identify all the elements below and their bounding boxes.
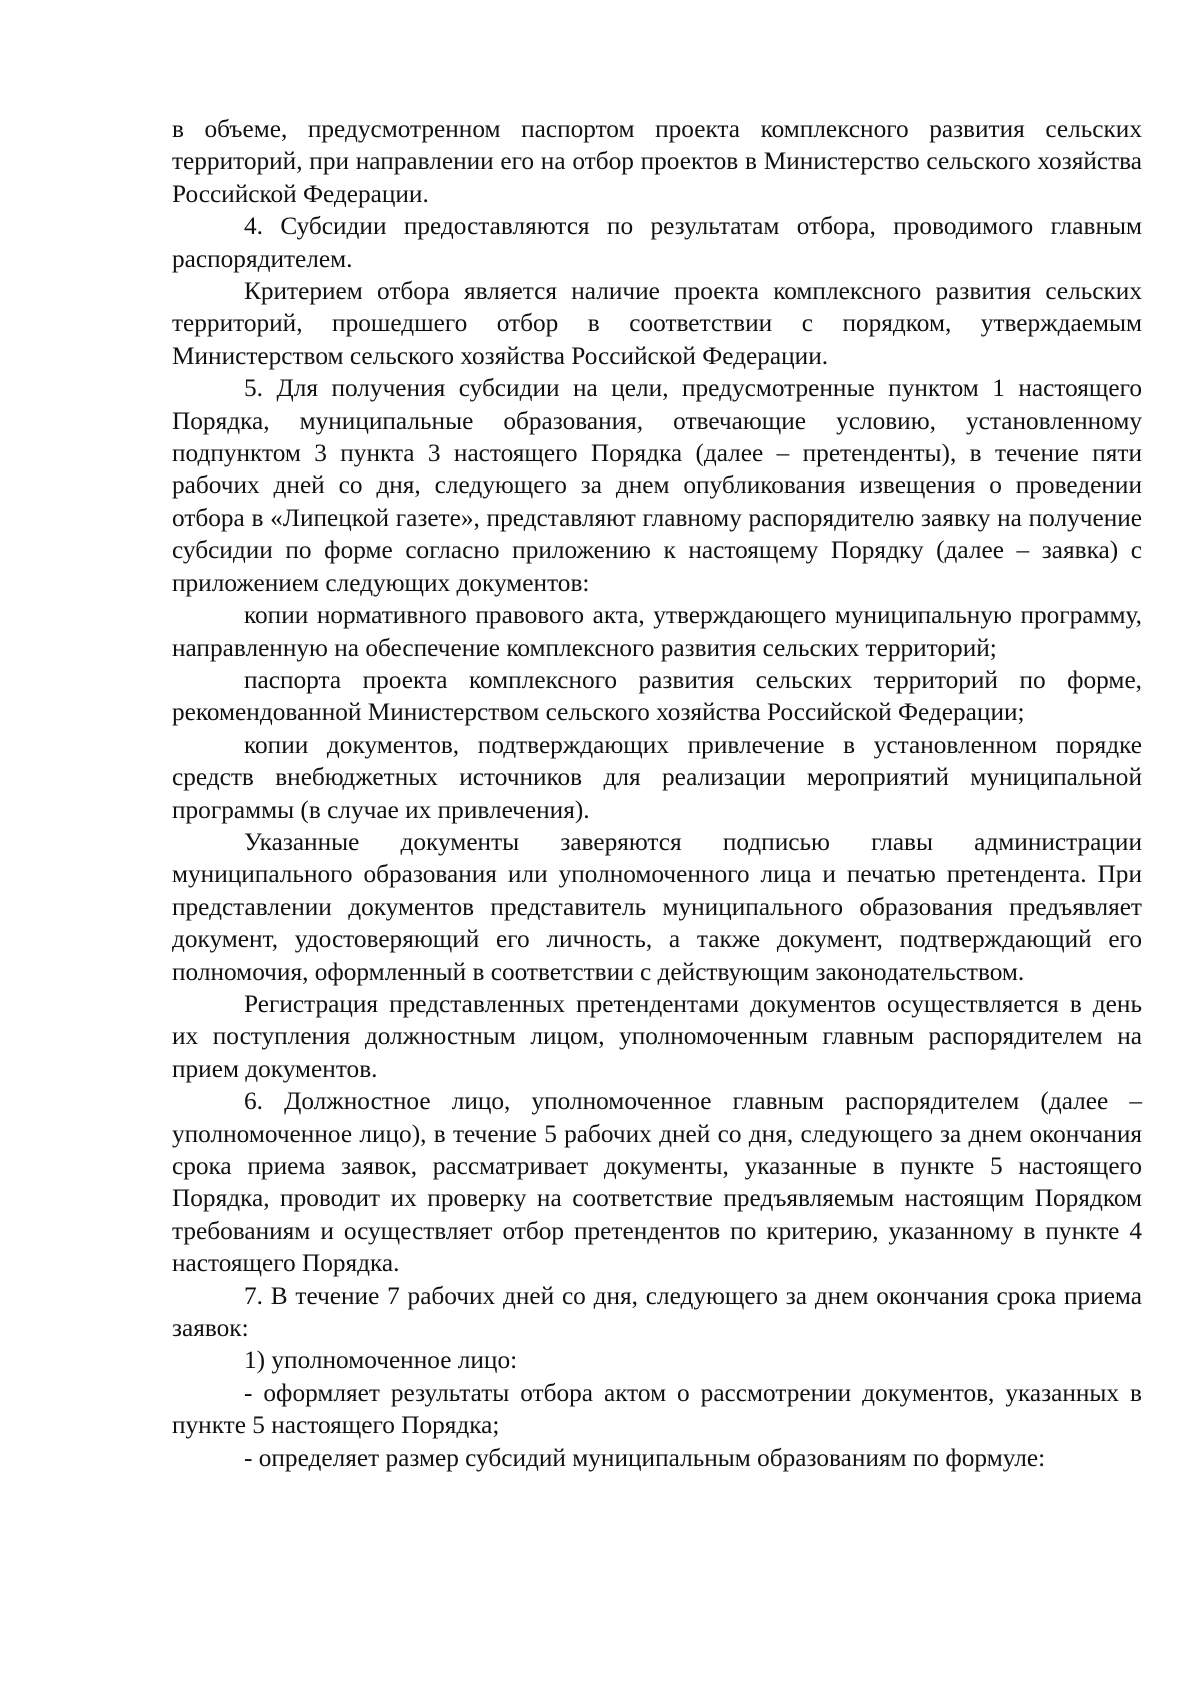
paragraph-selection-criterion: Критерием отбора является наличие проекта комплексного развития сельских территорий, прошедшего отбор в соответствии с порядком, утверждаемым Министерством сельского хозяйства Российской Федерации.: [172, 277, 1142, 370]
paragraph-item-4: 4. Субсидии предоставляются по результатам отбора, проводимого главным распорядителем.: [172, 212, 1142, 273]
paragraph-dash-act: - оформляет результаты отбора актом о рассмотрении документов, указанных в пункте 5 настоящего Порядка;: [172, 1378, 1142, 1440]
paragraph-continuation: в объеме, предусмотренном паспортом проекта комплексного развития сельских территорий, при направлении его на отбор проектов в Министерство сельского хозяйства Российской Федерации.: [172, 115, 1142, 208]
paragraph-doc-program-copy: копии нормативного правового акта, утверждающего муниципальную программу, направленную на обеспечение комплексного развития сельских территорий;: [172, 601, 1142, 662]
paragraph-item-7: 7. В течение 7 рабочих дней со дня, следующего за днем окончания срока приема заявок:: [172, 1281, 1142, 1343]
paragraph-certification: Указанные документы заверяются подписью главы администрации муниципального образования или уполномоченного лица и печатью претендента. При представлении документов представитель муниципального образования предъявляет документ, удостоверяющий его личность, а также документ, подтверждающий его полномочия, оформленный в соответствии с действующим законодательством.: [172, 827, 1142, 986]
paragraph-registration: Регистрация представленных претендентами документов осуществляется в день их поступления должностным лицом, уполномоченным главным распорядителем на прием документов.: [172, 989, 1142, 1083]
document-body: [172, 113, 1142, 1474]
paragraph-item-6: 6. Должностное лицо, уполномоченное главным распорядителем (далее – уполномоченное лицо), в течение 5 рабочих дней со дня, следующего за днем окончания срока приема заявок, рассматривает документы, указанные в пункте 5 настоящего Порядка, проводит их проверку на соответствие предъявляемым настоящим Порядком требованиям и осуществляет отбор претендентов по критерию, указанному в пункте 4 настоящего Порядка.: [172, 1087, 1142, 1278]
paragraph-subitem-1: 1) уполномоченное лицо:: [244, 1346, 518, 1375]
paragraph-item-5: 5. Для получения субсидии на цели, предусмотренные пунктом 1 настоящего Порядка, муниципальные образования, отвечающие условию, установленному подпунктом 3 пункта 3 настоящего Порядка (далее – претенденты), в течение пяти рабочих дней со дня, следующего за днем опубликования извещения о проведении отбора в «Липецкой газете», представляют главному распорядителю заявку на получение субсидии по форме согласно приложению к настоящему Порядку (далее – заявка) с приложением следующих документов:: [172, 374, 1142, 597]
paragraph-doc-project-passport: паспорта проекта комплексного развития сельских территорий по форме, рекомендованной Министерством сельского хозяйства Российской Федерации;: [172, 665, 1142, 727]
paragraph-doc-extrabudget: копии документов, подтверждающих привлечение в установленном порядке средств внебюджетных источников для реализации мероприятий муниципальной программы (в случае их привлечения).: [172, 730, 1142, 824]
paragraph-dash-formula: - определяет размер субсидий муниципальным образованиям по формуле:: [244, 1443, 1046, 1472]
